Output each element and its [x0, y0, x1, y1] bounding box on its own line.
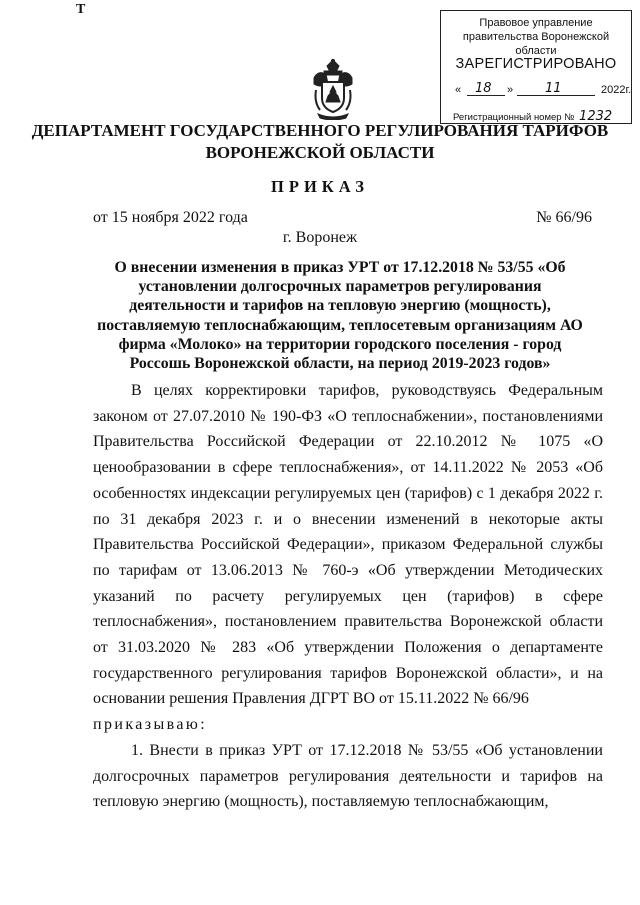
order-word: приказываю: — [93, 716, 208, 734]
stamp-date-open-quote: « — [455, 84, 462, 96]
order-number: № 66/96 — [536, 209, 592, 226]
stamp-reg-number-value: 1232 — [579, 109, 613, 124]
stamp-reg-number-label: Регистрационный номер № — [453, 112, 575, 123]
stamp-month-underline — [517, 95, 595, 96]
order-subject: О внесении изменения в приказ УРТ от 17.12.2018 № 53/55 «Об установлении долгосрочных параметров регулирования деятельности и тарифов на тепловую энергию (мощность), поставляемую теплоснабжающим, теплосетевым организациям АО фирма «Молоко» на территории городского поселения - город Россошь Воронежской области, на период 2019-2023 годов» — [97, 259, 583, 373]
document-type-title: ПРИКАЗ — [271, 177, 369, 196]
stamp-date-day: 18 — [475, 81, 492, 96]
item-1-paragraph: 1. Внести в приказ УРТ от 17.12.2018 № 53/55 «Об установлении долгосрочных параметров регулирования деятельности и тарифов на тепловую энергию (мощность), поставляемую теплоснабжающим, — [93, 741, 603, 811]
order-body — [93, 378, 603, 815]
coat-of-arms-emblem — [310, 58, 356, 120]
order-city: г. Воронеж — [282, 229, 358, 246]
stamp-day-underline — [467, 95, 505, 96]
stamp-authority: Правовое управление правительства Воронежской области — [462, 17, 610, 57]
stamp-date-month: 11 — [545, 81, 562, 96]
stamp-date — [455, 81, 632, 103]
registration-stamp — [440, 10, 632, 124]
stamp-status: ЗАРЕГИСТРИРОВАНО — [455, 56, 617, 72]
stamp-date-year: 2022г. — [601, 84, 632, 96]
stamp-date-close-quote: » — [507, 84, 514, 96]
order-date: от 15 ноября 2022 года — [93, 209, 248, 226]
preamble-paragraph: В целях корректировки тарифов, руководствуясь Федеральным законом от 27.07.2010 № 190-ФЗ «О теплоснабжении», постановлениями Правительства Российской Федерации от 22.10.2012 № 1075 «О ценообразовании в сфере теплоснабжения», от 14.11.2022 № 2053 «Об особенностях индексации регулируемых цен (тарифов) с 1 декабря 2022 г. по 31 декабря 2023 г. и о внесении изменений в некоторые акты Правительства Российской Федерации», приказом Федеральной службы по тарифам от 13.06.2013 № 760-э «Об утверждении Методических указаний по расчету регулируемых цен (тарифов) в сфере теплоснабжения», постановлением правительства Воронежской области от 31.03.2020 № 283 «Об утверждении Положения о департаменте государственного регулирования тарифов Воронежской области», и на основании решения Правления ДГРТ ВО от 15.11.2022 № 66/96 — [93, 382, 603, 708]
department-name: ДЕПАРТАМЕНТ ГОСУДАРСТВЕННОГО РЕГУЛИРОВАНИЯ ТАРИФОВ ВОРОНЕЖСКОЙ ОБЛАСТИ — [31, 121, 609, 162]
top-margin-mark: Т — [76, 2, 86, 17]
